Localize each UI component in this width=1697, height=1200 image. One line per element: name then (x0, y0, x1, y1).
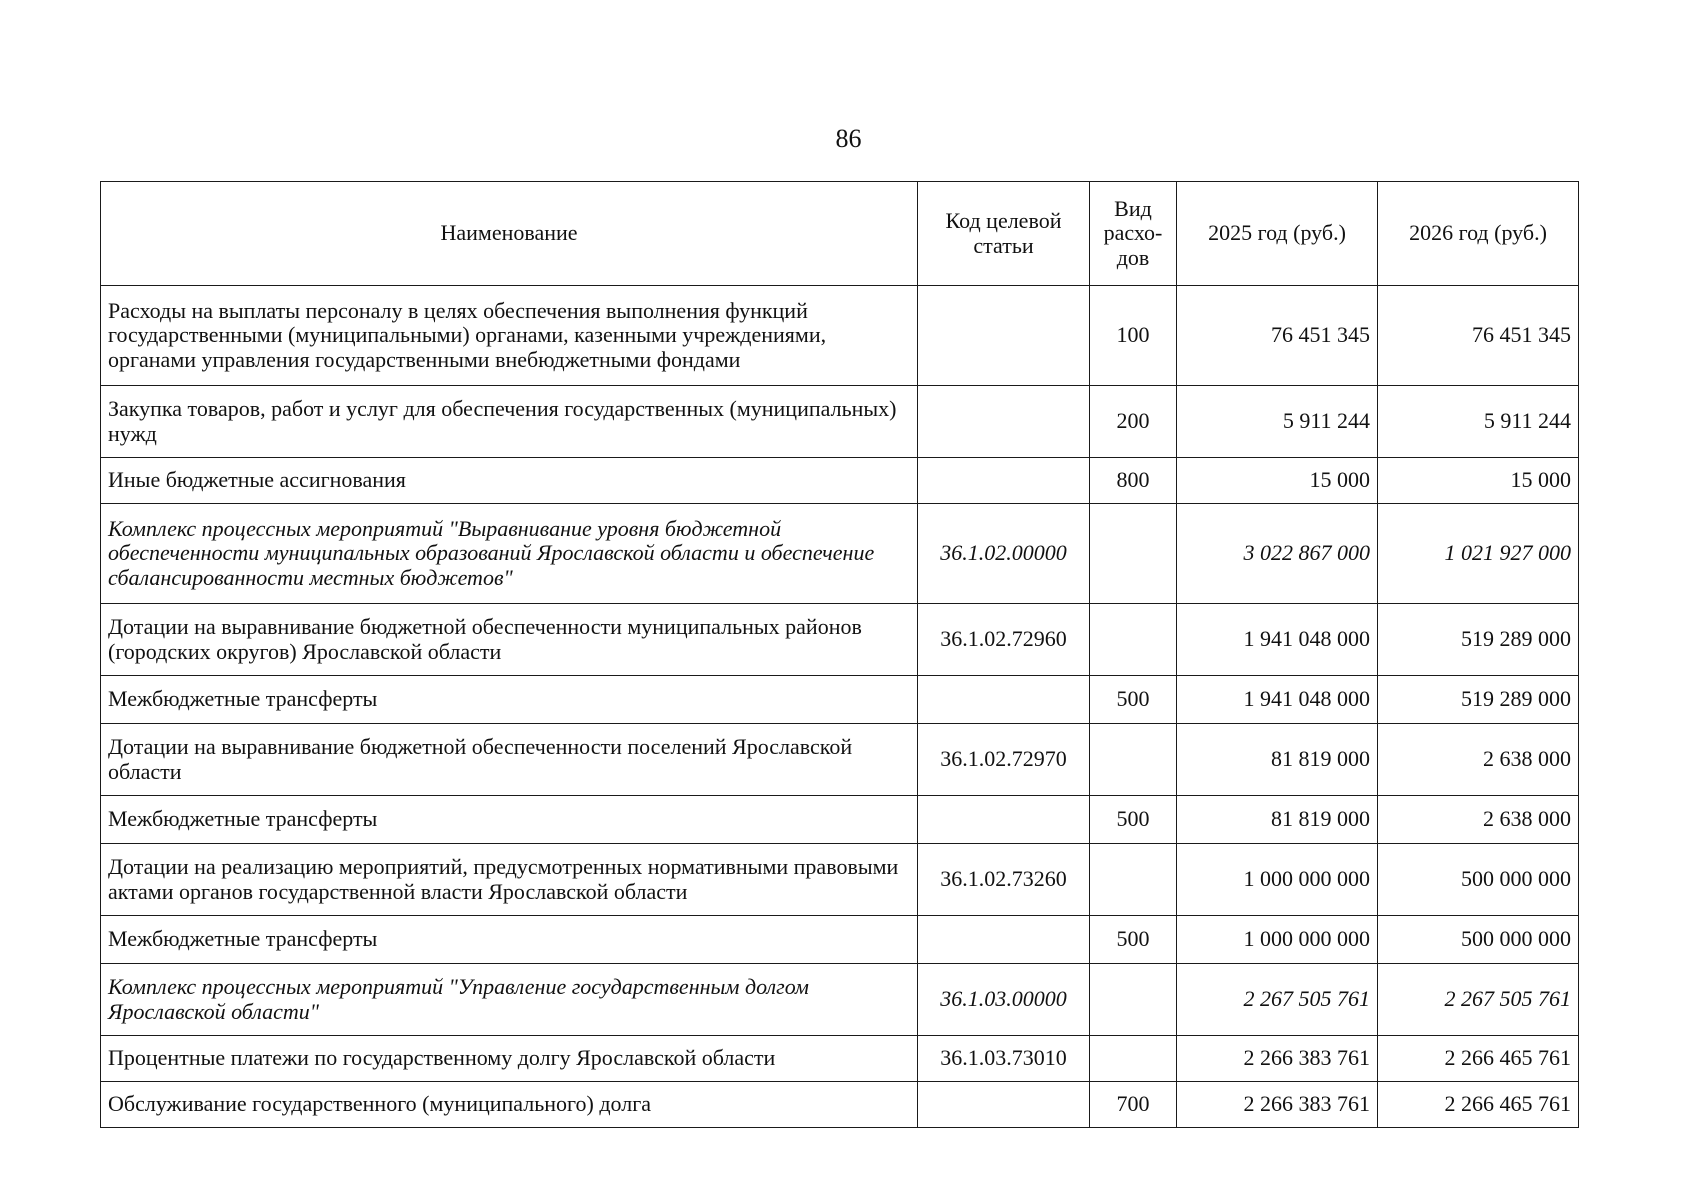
row-name: Дотации на выравнивание бюджетной обеспеченности поселений Ярославской области (101, 724, 918, 796)
row-name: Комплекс процессных мероприятий "Выравнивание уровня бюджетной обеспеченности муниципальных образований Ярославской области и обеспечение сбалансированности местных бюджетов" (101, 504, 918, 604)
row-name: Закупка товаров, работ и услуг для обеспечения государственных (муниципальных) нужд (101, 386, 918, 458)
row-2025: 1 941 048 000 (1177, 676, 1378, 724)
row-2026: 2 267 505 761 (1378, 964, 1579, 1036)
row-2026: 2 638 000 (1378, 796, 1579, 844)
row-kind (1090, 604, 1177, 676)
row-2025: 76 451 345 (1177, 286, 1378, 386)
row-kind: 500 (1090, 916, 1177, 964)
row-name: Процентные платежи по государственному долгу Ярославской области (101, 1036, 918, 1082)
header-2026: 2026 год (руб.) (1378, 182, 1579, 286)
table-row (101, 1036, 1579, 1082)
header-code: Код целевой статьи (918, 182, 1090, 286)
row-2026: 519 289 000 (1378, 604, 1579, 676)
row-name: Дотации на выравнивание бюджетной обеспеченности муниципальных районов (городских округов) Ярославской области (101, 604, 918, 676)
row-2025: 2 267 505 761 (1177, 964, 1378, 1036)
row-2026: 76 451 345 (1378, 286, 1579, 386)
table-row (101, 964, 1579, 1036)
row-kind: 800 (1090, 458, 1177, 504)
table-row (101, 916, 1579, 964)
row-2026: 500 000 000 (1378, 844, 1579, 916)
row-kind (1090, 1036, 1177, 1082)
row-2026: 500 000 000 (1378, 916, 1579, 964)
row-name: Межбюджетные трансферты (101, 916, 918, 964)
table-row (101, 1082, 1579, 1128)
table-header-row (101, 182, 1579, 286)
header-name: Наименование (101, 182, 918, 286)
row-name: Иные бюджетные ассигнования (101, 458, 918, 504)
row-2025: 1 941 048 000 (1177, 604, 1378, 676)
row-code: 36.1.02.00000 (918, 504, 1090, 604)
row-code (918, 386, 1090, 458)
row-name: Дотации на реализацию мероприятий, предусмотренных нормативными правовыми актами органов государственной власти Ярославской области (101, 844, 918, 916)
table-row (101, 458, 1579, 504)
row-kind (1090, 724, 1177, 796)
row-code (918, 286, 1090, 386)
table-row (101, 604, 1579, 676)
row-2025: 81 819 000 (1177, 796, 1378, 844)
row-2025: 3 022 867 000 (1177, 504, 1378, 604)
row-name: Комплекс процессных мероприятий "Управление государственным долгом Ярославской области" (101, 964, 918, 1036)
row-kind: 200 (1090, 386, 1177, 458)
row-kind (1090, 504, 1177, 604)
row-2025: 1 000 000 000 (1177, 916, 1378, 964)
row-code: 36.1.02.73260 (918, 844, 1090, 916)
row-code (918, 676, 1090, 724)
table-row (101, 724, 1579, 796)
row-name: Расходы на выплаты персоналу в целях обеспечения выполнения функций государственными (муниципальными) органами, казенными учреждениями, органами управления государственными внебюджетными фондами (101, 286, 918, 386)
row-2026: 2 638 000 (1378, 724, 1579, 796)
row-2025: 2 266 383 761 (1177, 1082, 1378, 1128)
row-name: Межбюджетные трансферты (101, 796, 918, 844)
row-code (918, 458, 1090, 504)
row-2026: 519 289 000 (1378, 676, 1579, 724)
row-code: 36.1.02.72960 (918, 604, 1090, 676)
row-kind (1090, 844, 1177, 916)
row-2026: 15 000 (1378, 458, 1579, 504)
table-row (101, 286, 1579, 386)
row-2025: 1 000 000 000 (1177, 844, 1378, 916)
row-kind: 700 (1090, 1082, 1177, 1128)
row-code (918, 1082, 1090, 1128)
header-kind: Вид расхо-дов (1090, 182, 1177, 286)
row-2026: 5 911 244 (1378, 386, 1579, 458)
row-2025: 81 819 000 (1177, 724, 1378, 796)
row-code: 36.1.03.00000 (918, 964, 1090, 1036)
row-kind: 100 (1090, 286, 1177, 386)
row-2025: 2 266 383 761 (1177, 1036, 1378, 1082)
header-2025: 2025 год (руб.) (1177, 182, 1378, 286)
table-row (101, 796, 1579, 844)
row-kind (1090, 964, 1177, 1036)
table-row (101, 676, 1579, 724)
page-number: 86 (835, 124, 862, 153)
row-code: 36.1.03.73010 (918, 1036, 1090, 1082)
table-row (101, 386, 1579, 458)
row-name: Межбюджетные трансферты (101, 676, 918, 724)
row-2025: 15 000 (1177, 458, 1378, 504)
row-2026: 2 266 465 761 (1378, 1036, 1579, 1082)
row-code (918, 796, 1090, 844)
row-code (918, 916, 1090, 964)
row-2026: 2 266 465 761 (1378, 1082, 1579, 1128)
table-row (101, 844, 1579, 916)
row-code: 36.1.02.72970 (918, 724, 1090, 796)
row-2025: 5 911 244 (1177, 386, 1378, 458)
budget-table (100, 181, 1579, 1128)
row-2026: 1 021 927 000 (1378, 504, 1579, 604)
row-kind: 500 (1090, 676, 1177, 724)
row-kind: 500 (1090, 796, 1177, 844)
row-name: Обслуживание государственного (муниципального) долга (101, 1082, 918, 1128)
table-row (101, 504, 1579, 604)
